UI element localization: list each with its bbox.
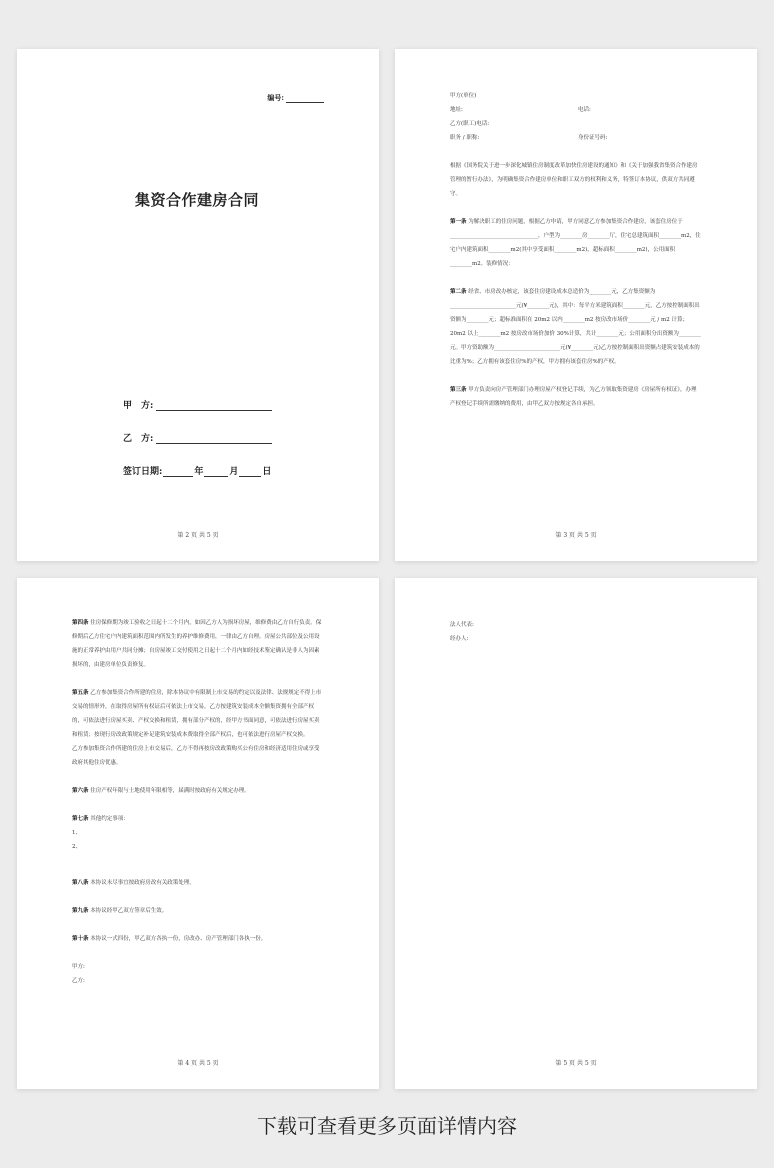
article-1 (450, 215, 702, 271)
spacer (450, 369, 702, 383)
article-5-title: 第五条 (72, 690, 89, 696)
article-5-continued: 乙方参加集资合作所建的住房上市交易后，乙方不得再按房改政策购买公有住房和经济适用住房或享受政府其他住房优惠。 (72, 746, 320, 766)
spacer (72, 946, 324, 960)
article-5-text: 乙方参加集资合作所建的住房，除本协议中有限制上市交易的约定以及法律、法规规定不得上市交易的情形外，在取得房屋所有权证后可依法上市交易。乙方按建筑安装成本全额集资拥有全部产权的，可依法进行房屋买卖、产权交换和租赁，拥有部分产权的，经甲方书面同意，可依法进行房屋买卖和租赁；按现行房改政策规定补足建筑安装成本费取得全部产权后，也可依法进行房屋产权交换。 (72, 690, 322, 738)
article-9 (72, 904, 324, 918)
page-number: 第 2 页 共 5 页 (177, 532, 219, 539)
party-a-label: 甲 方: (123, 401, 154, 411)
page-number: 第 5 页 共 5 页 (555, 1060, 597, 1067)
article-10 (72, 932, 324, 946)
signature-party-b: 乙方: (72, 978, 85, 984)
article-6-title: 第六条 (72, 788, 89, 794)
party-a-blank (156, 401, 272, 411)
contract-number-label: 编号: (267, 93, 284, 102)
article-3-title: 第三条 (450, 387, 467, 393)
address-label: 地址: (450, 107, 463, 113)
article-1-title: 第一条 (450, 219, 467, 225)
party-b-phone: 乙方(职工)电话: (450, 121, 490, 127)
document-page-2 (17, 49, 379, 561)
article-2-text: 经省、市房改办核定，该套住房建设成本总造价为________元，乙方集资额为________________________元(¥________元)，其中：每平方米建筑面积________元，乙方按控制面积出资额为________元；超标准面积在 20m2 以内________m2 按房改市场价________元 / m2 计算；20m2 以上________m2 按房改市场价加价 30%计算，共计________元；公用面积分出资额为________元。甲方资助额为________________________元(¥________元)乙方按控制面积出资额占建筑安装成本的比重为%；乙方拥有该套住房%的产权，甲方拥有该套住房%的产权。 (450, 289, 701, 365)
party-b-field (123, 431, 272, 444)
spacer (72, 854, 324, 876)
page-number: 第 4 页 共 5 页 (177, 1060, 219, 1067)
page-3-body (450, 89, 702, 411)
article-4-text: 住房保修期为竣工验收之日起十二个月内，如因乙方人为损坏房屋，维修费由乙方自行负责。保修期后乙方住宅户内建筑面积范围内所发生的养护维修费用，一律由乙方自理。房屋公共部位及公用设施的正常养护由用户共同分摊；自房屋竣工交付使用之日起十二个月内如经技术鉴定确认是非人为因素损坏的，由建房单位负责修复。 (72, 620, 322, 668)
page-4-body (72, 616, 324, 988)
document-page-3 (395, 49, 757, 561)
contract-title: 集资合作建房合同 (135, 191, 260, 209)
article-8-text: 本协议未尽事宜按政府房改有关政策处理。 (90, 880, 195, 886)
year-label: 年 (194, 467, 204, 477)
page-5-body (450, 618, 702, 646)
month-label: 月 (229, 467, 239, 477)
party-a-field (123, 398, 272, 411)
article-9-text: 本协议经甲乙双方签章后生效。 (90, 908, 168, 914)
party-b-label: 乙 方: (123, 434, 154, 444)
title-id-row (450, 131, 702, 145)
spacer (450, 271, 702, 285)
handler: 经办人: (450, 636, 469, 642)
contract-number-blank (286, 95, 324, 103)
year-blank (163, 467, 193, 477)
intro-paragraph: 根据《国务院关于进一步深化城镇住房制度改革加快住房建设的通知》和《关于加强我省集资合作建房管理的暂行办法》，为明确集资合作建房单位和职工双方的权利和义务，特签订本协议，供双方共同遵守。 (450, 163, 698, 197)
document-page-4 (17, 578, 379, 1089)
day-label: 日 (262, 467, 272, 477)
spacer (72, 672, 324, 686)
article-6-text: 住房产权年限与土地使用年限相等，届满时按政府有关规定办理。 (90, 788, 250, 794)
spacer (72, 798, 324, 812)
article-9-title: 第九条 (72, 908, 89, 914)
spacer (72, 890, 324, 904)
document-page-5 (395, 578, 757, 1089)
article-2-title: 第二条 (450, 289, 467, 295)
page-number: 第 3 页 共 5 页 (555, 532, 597, 539)
month-blank (204, 467, 228, 477)
download-caption: 下载可查看更多页面详情内容 (257, 1114, 517, 1138)
phone-label: 电话: (578, 107, 591, 113)
party-b-blank (156, 434, 272, 444)
list-item: 1、 (72, 830, 81, 836)
sign-date-label: 签订日期: (123, 467, 163, 477)
article-4 (72, 616, 324, 672)
signature-party-a: 甲方: (72, 964, 85, 970)
article-8 (72, 876, 324, 890)
sign-date-field (123, 464, 271, 477)
article-6 (72, 784, 324, 798)
position-label: 职务 / 职称: (450, 135, 480, 141)
article-7-text: 其他约定事项： (90, 816, 129, 822)
spacer (450, 145, 702, 159)
article-2 (450, 285, 702, 369)
contract-number-field (267, 93, 324, 103)
article-3-text: 甲方负责向房产管理部门办理房屋产权登记手续，为乙方领取集资建房《房屋所有权证》，办理产权登记手续所需缴纳的费用，由甲乙双方按规定各自承担。 (450, 387, 697, 407)
article-10-title: 第十条 (72, 936, 89, 942)
article-8-title: 第八条 (72, 880, 89, 886)
party-a-unit: 甲方(单位) (450, 93, 477, 99)
article-4-title: 第四条 (72, 620, 89, 626)
article-7-title: 第七条 (72, 816, 89, 822)
article-1-text: 为解决职工的住房问题，根据乙方申请，甲方同意乙方参加集资合作建房，该套住房位于________________________________，户型为________房________厅，住宅总建筑面积________m2，住宅户内建筑面积________m2(其中享受面积________m2)，超标面积________m2)，公用面积________m2。装修情况： (450, 219, 701, 267)
address-phone-row (450, 103, 702, 117)
list-item: 2、 (72, 844, 81, 850)
spacer (450, 201, 702, 215)
id-number-label: 身份证号码: (578, 135, 608, 141)
article-3 (450, 383, 702, 411)
spacer (72, 918, 324, 932)
article-7 (72, 812, 324, 826)
article-5 (72, 686, 324, 742)
article-10-text: 本协议一式四份，甲乙双方各执一份，房改办、房产管理部门各执一份。 (90, 936, 267, 942)
spacer (72, 770, 324, 784)
day-blank (239, 467, 261, 477)
legal-representative: 法人代表: (450, 622, 474, 628)
